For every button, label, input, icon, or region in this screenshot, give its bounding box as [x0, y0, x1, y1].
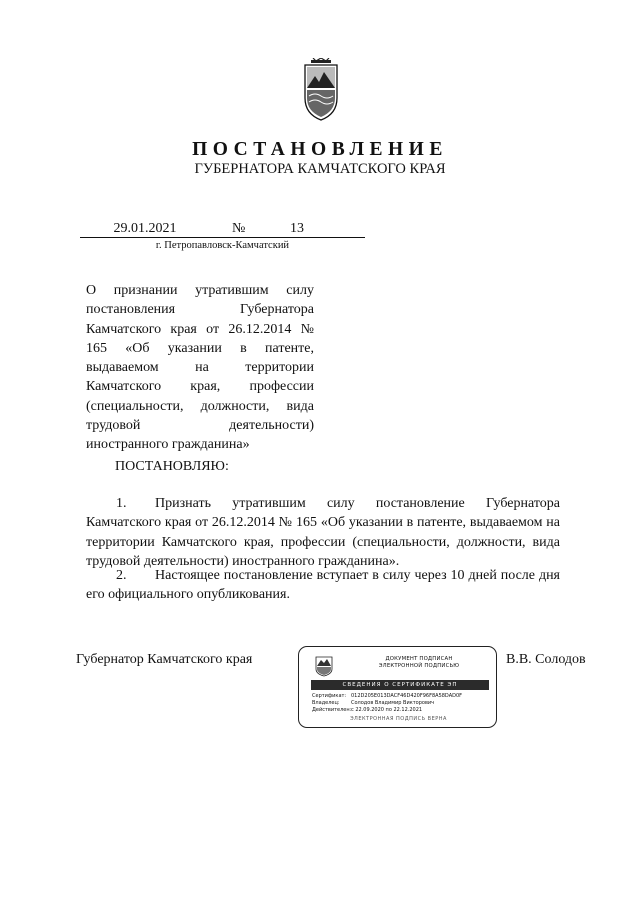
electronic-signature-stamp: [298, 646, 497, 728]
stamp-caption: [344, 656, 494, 670]
document-date: 29.01.2021: [113, 221, 177, 236]
signer-name: В.В. Солодов: [506, 652, 586, 667]
stamp-caption-line: ЭЛЕКТРОННОЙ ПОДПИСЬЮ: [378, 663, 460, 669]
item-text: Настоящее постановление вступает в силу через 10 дней после дня его официального опубликования.: [86, 568, 560, 603]
resolve-word: ПОСТАНОВЛЯЮ:: [115, 459, 229, 474]
stamp-row: [312, 693, 462, 699]
stamp-row-value: с 22.09.2020 по 22.12.2021: [351, 707, 423, 713]
date-number-underline: [80, 237, 365, 238]
resolution-item: [86, 494, 560, 571]
stamp-certificate-bar: СВЕДЕНИЯ О СЕРТИФИКАТЕ ЭП: [311, 680, 489, 690]
resolution-item: [86, 566, 560, 605]
item-number: 2.: [116, 568, 127, 583]
stamp-row-value: 012D205E013DACF46D420F96F8A58DAD0F: [351, 693, 463, 699]
document-title: ПОСТАНОВЛЕНИЕ: [192, 139, 448, 160]
stamp-row-value: Солодов Владимир Викторович: [351, 700, 435, 706]
document-subject: О признании утратившим силу постановления Губернатора Камчатского края от 26.12.2014 № 165 «Об указании в патенте, выдаваемом на территории Камчатского края, профессии (специальности, должности, вида трудовой деятельности) иностранного гражданина»: [86, 283, 314, 453]
document-number: 13: [290, 221, 304, 236]
stamp-row: [312, 700, 434, 706]
stamp-row-key: Действителен:: [312, 707, 352, 713]
coat-of-arms-emblem: [303, 58, 339, 122]
stamp-row: [312, 707, 422, 713]
signer-title: Губернатор Камчатского края: [76, 652, 253, 667]
stamp-footer: ЭЛЕКТРОННАЯ ПОДПИСЬ ВЕРНА: [350, 716, 447, 722]
stamp-row-key: Владелец:: [312, 700, 340, 706]
stamp-caption-line: ДОКУМЕНТ ПОДПИСАН: [385, 656, 453, 662]
item-text: Признать утратившим силу постановление Губернатора Камчатского края от 26.12.2014 № 165 «Об указании в патенте, выдаваемом на территории Камчатского края, профессии (специальности, должности, вида трудовой деятельности) иностранного гражданина».: [86, 496, 560, 569]
document-subtitle: ГУБЕРНАТОРА КАМЧАТСКОГО КРАЯ: [194, 161, 446, 177]
stamp-row-key: Сертификат:: [312, 693, 347, 699]
stamp-emblem-icon: [315, 655, 333, 677]
number-sign: №: [232, 221, 246, 236]
item-number: 1.: [116, 496, 127, 511]
document-place: г. Петропавловск-Камчатский: [155, 240, 290, 251]
